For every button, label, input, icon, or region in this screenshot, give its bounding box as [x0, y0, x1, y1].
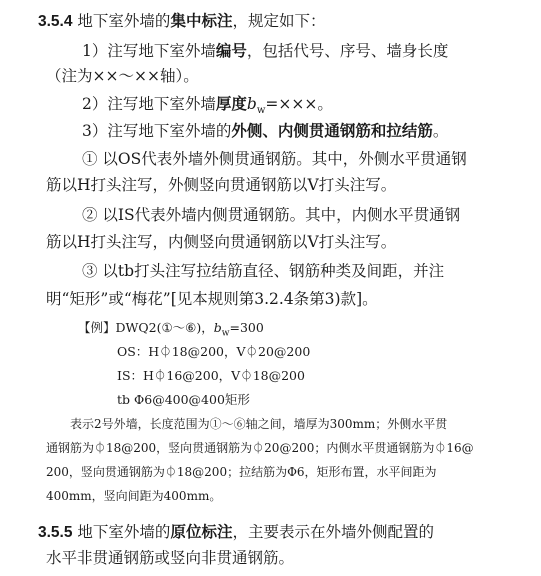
item-1-line-1	[82, 41, 448, 61]
example-label: 【例】DWQ2(①～⑥)，	[78, 320, 214, 335]
section-2-heading-text: 地下室外墙的	[77, 523, 171, 541]
section-3-5-5-heading	[38, 522, 434, 543]
item-1-bold: 编号	[215, 41, 247, 60]
item-3-line	[82, 121, 448, 141]
note-line-1: 表示2号外墙，长度范围为①～⑥轴之间，墙厚为300mm；外侧水平贯	[70, 417, 448, 431]
section-3-5-4-heading	[38, 11, 325, 32]
note-line-4: 400mm，竖向间距为400mm。	[46, 489, 222, 503]
item-2-text: 2）注写地下室外墙	[82, 95, 216, 113]
section-heading-bold: 集中标注	[170, 11, 233, 30]
item-1-line-2: （注为××～××轴）。	[46, 67, 199, 85]
note-line-3: 200，竖向贯通钢筋为⏀18@200；拉结筋为Φ6，矩形布置，水平间距为	[46, 465, 437, 479]
item-3-bold: 外侧、内侧贯通钢筋和拉结筋	[231, 121, 433, 140]
item-3-text: 3）注写地下室外墙的	[82, 122, 232, 140]
item-3-tail: 。	[432, 122, 449, 140]
item-2-bold: 厚度	[215, 94, 247, 113]
example-line-3: IS：H⏀16@200，V⏀18@200	[117, 368, 305, 383]
item-1-text: 1）注写地下室外墙	[82, 42, 216, 60]
section-number: 3.5.4	[38, 13, 73, 30]
example-line-4: tb Φ6@400@400矩形	[117, 392, 250, 407]
item-2-line	[82, 94, 333, 121]
item-1-tail: ，包括代号、序号、墙身长度	[246, 42, 449, 60]
is-paragraph-line-2: 筋以H打头注写，内侧竖向贯通钢筋以V打头注写。	[46, 233, 397, 251]
section-number-2: 3.5.5	[38, 524, 73, 541]
os-paragraph-line-2: 筋以H打头注写，外侧竖向贯通钢筋以V打头注写。	[46, 176, 397, 194]
os-paragraph-line-1: ① 以OS代表外墙外侧贯通钢筋。其中，外侧水平贯通钢	[82, 150, 467, 168]
item-2-tail: =×××。	[265, 95, 333, 113]
note-line-2: 通钢筋为⏀18@200，竖向贯通钢筋为⏀20@200；内侧水平贯通钢筋为⏀16@	[46, 441, 474, 455]
section-3-5-5-line-2: 水平非贯通钢筋或竖向非贯通钢筋。	[46, 549, 295, 567]
is-paragraph-line-1: ② 以IS代表外墙内侧贯通钢筋。其中，内侧水平贯通钢	[82, 206, 461, 224]
item-2-subscript: w	[256, 105, 266, 117]
example-symbol: b	[213, 320, 222, 335]
example-line-1	[78, 320, 264, 342]
item-2-symbol: b	[246, 95, 257, 113]
section-heading-tail: ，规定如下：	[232, 12, 326, 30]
example-subscript: w	[221, 328, 230, 339]
section-2-heading-bold: 原位标注	[170, 522, 233, 541]
section-heading-text: 地下室外墙的	[77, 12, 171, 30]
example-value: =300	[229, 320, 264, 335]
section-2-heading-tail: ，主要表示在外墙外侧配置的	[232, 523, 434, 541]
tb-paragraph-line-2: 明“矩形”或“梅花”[见本规则第3.2.4条第3)款]。	[46, 290, 378, 308]
tb-paragraph-line-1: ③ 以tb打头注写拉结筋直径、钢筋种类及间距，并注	[82, 262, 445, 280]
example-line-2: OS：H⏀18@200，V⏀20@200	[117, 344, 311, 359]
